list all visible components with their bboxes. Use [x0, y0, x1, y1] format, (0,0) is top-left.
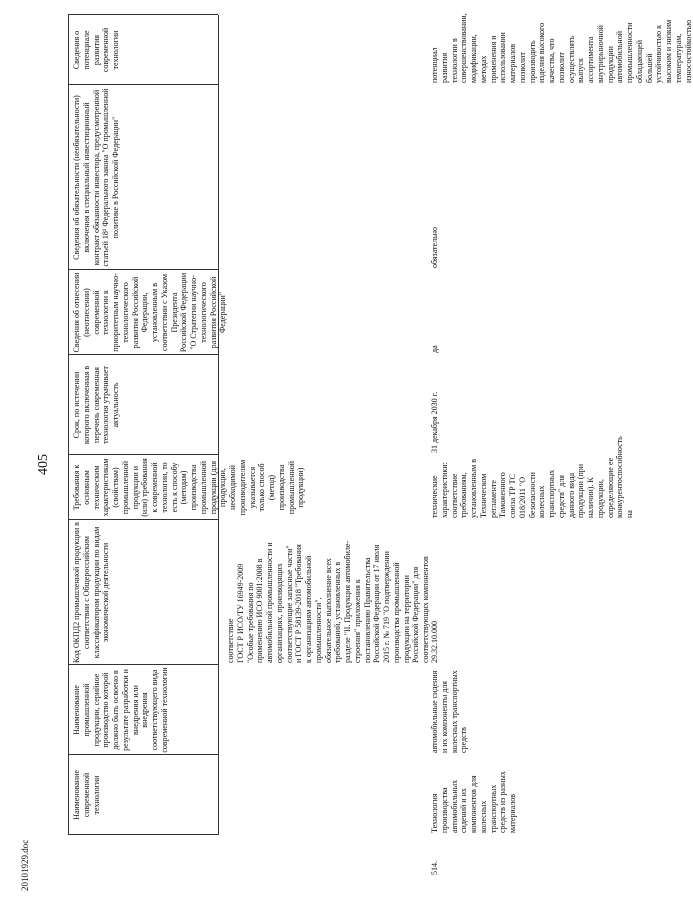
header-deadline: Срок, по истечении которого включенная в перечень современная технология утрачивает актуальность [72, 365, 120, 445]
row-product-name: автомобильные сидения и их компоненты для колесных транспортных средств [430, 670, 469, 753]
row-okpd2: 29.32.10.000 [430, 621, 439, 663]
header-obligation: Сведения об обязательности (необязательности) включения в специальный инвестиционный контракт обязанности инвестора, предусмотренной статьей 18¹ Федерального закона "О промышленной политике в Российской Федерации" [72, 88, 120, 267]
col-border [68, 84, 218, 85]
header-okpd2: Код ОКПД2 промышленной продукции в соответствии с Общероссийским классификатором продукции по видам экономической деятельности [72, 522, 111, 663]
header-requirements: Требования к основным техническим характеристикам (свойствам) промышленной продукции и (или) требования к современной технологии, то есть к способу (методам) производства промышленной продукции (для продукции, необходимой производителям указывается только способ (метод) производства промышленной продукции) [72, 458, 306, 517]
header-bottom-border [218, 15, 219, 835]
row-tech-name: Технология производства автомобильных сидений и их компонентов для колесных транспортных средств из разных материалов [430, 771, 517, 833]
row-priority: да [430, 345, 439, 353]
header-tech-name: Наименование современной технологии [72, 770, 101, 820]
file-name: 20101929.doc [20, 839, 30, 891]
row-requirements: технические характеристики: соответствие требованиям, установленным в Техническом регламенте Таможенного союза ТР ТС 018/2011 "О безопасности колесных транспортных средств" для данного вида продукции (при наличии). К продукции, определяющие ее конкурентоспособность на [430, 436, 634, 518]
row-potential: потенциал развития технологии в совершенствовании, модификации, методах применения и использовании материалов позволит производить изделия высокого качества, что позволит осуществлять выпуск ассортимента внутрирыночной продукции автомобильной промышленности обладающей большей устойчивостью к высоким и низким температурам, износостойкостью [430, 13, 693, 83]
technology-table [68, 13, 693, 875]
row-obligation: обязательно [430, 226, 439, 268]
table-top-border [68, 15, 69, 835]
header-priority: Сведения об отнесении (неотнесении) современной технологии к приоритетным научно-технологического развития Российской Федерации, установленным в соответствии с Указом Президента Российской Федерации "О Стратегии научно-технологического развития Российской Федерации" [72, 272, 228, 353]
row-deadline: 31 декабря 2030 г. [430, 391, 439, 453]
col-border [68, 754, 218, 755]
col-border [68, 14, 218, 15]
page-number: 405 [36, 454, 51, 475]
header-potential: Сведения о потенциале развития современной технологии [72, 27, 120, 73]
col-border [68, 269, 218, 270]
previous-row-requirements: соответствие ГОСТ Р ИСО/ТУ 16949-2009 "Особые требования по применению ИСО 9001:2008 в автомобильной промышленности и организациях, производящих соответствующие запасные части" и ГОСТ Р 58139-2018 "Требования к организациям автомобильной промышленности", обязательное выполнение всех требований, установленных в разделе "II. Продукция автомобиле- строения" приложения к постановлению Правительства Российской Федерации от 17 июля 2015 г. № 719 "О подтверждении производства промышленной продукции на территории Российской Федерации" для соответствующих компонентов [226, 540, 430, 663]
col-border [68, 834, 218, 835]
row-number: 514. [430, 861, 439, 875]
col-border [68, 519, 218, 520]
header-product-name: Наименование промышленной продукции, серийное производство которой должно быть освоено в результате разработки и внедрения или внедрения соответствующего вида современной технологии [72, 667, 169, 753]
col-border [68, 354, 218, 355]
col-border [68, 664, 218, 665]
col-border [68, 454, 218, 455]
